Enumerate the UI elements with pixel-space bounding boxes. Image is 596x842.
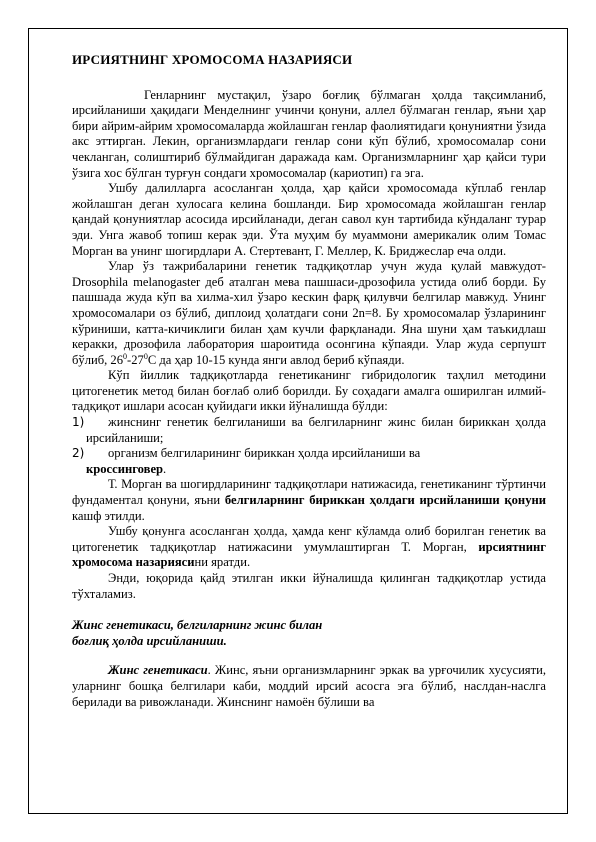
paragraph-7: Энди, юқорида қайд этилган икки йўналишда қилинган тадқиқотлар устида тўхталамиз. (72, 571, 546, 601)
sex-genetics-term: Жинс генетикаси (108, 663, 208, 678)
paragraph-2: Ушбу далилларга асосланган ҳолда, ҳар қайси хромосомада кўплаб генлар жойлашган деган хулосага келина бошланди. Бир хромосомада жойлашган генлар қандай қонуниятлар асосида ирсийланади, деган савол кун тартибида кўндаланг турар эди. Унга жавоб топиш керак эди. Ўта муҳим бу муаммони америкалик олим Томас Морган ва унинг шогирдлари А. Стертевант, Г. Меллер, К. Бриджеслар ечa олди. (72, 181, 546, 258)
section-heading-line-2: боғлиқ ҳолда ирсийланиши. (72, 633, 227, 648)
paragraph-3 (72, 259, 546, 368)
paragraph-4: Кўп йиллик тадқиқотларда генетиканинг гибридологик таҳлил методини цитогенетик метод билан боғлаб олиб борилди. Бу соҳадаги амалга оширилган илмий-тадқиқот ишлари асосан қуйидаги икки йўналишда бўлди: (72, 368, 546, 414)
paragraph-6 (72, 524, 546, 571)
paragraph-5-text-a: Т. Морган ва шогирдларининг тадқиқотлари натижасида, генетиканинг тўртинчи фундаментал қонуни, яъни (72, 477, 546, 508)
list-item-1-text: жинснинг генетик белгиланиши ва белгиларнинг жинс билан бириккан ҳолда ирсийланиши; (86, 415, 546, 445)
list-item-2-end: . (163, 461, 167, 476)
crossingover-term: кроссинговер (86, 461, 164, 476)
paragraph-5-text-b: кашф этилди. (72, 508, 145, 523)
paragraph-3-text-a: Улар ўз тажрибаларини генетик тадқиқотлар учун жуда қулай мавжудот-Drosophila melanogaster деб аталган мева пашшаси-дрозофила устида олиб борди. Бу пашшада жуда кўп ва хилма-хил ўзаро кескин фарқ қилувчи белгилар мавжуд. Унинг хромосомалари оз бўлиб, диплоид ҳолатдаги сони 2n=8. Бу хромосомалар ўзларининг кўриниши, катта-кичиклиги билан ҳам кучли фарқланади. Яна шуни ҳам таъкидлаш керакки, дрозофила лаборатория шароитида осонгина кўпаяди. Улар жуда серпушт бўлиб, 26 (72, 259, 546, 367)
paragraph-3-text-b: -27 (127, 352, 144, 367)
linked-inheritance-law: белгиларнинг бириккан ҳолдаги ирсийланиши қонуни (224, 493, 546, 508)
chromosome-theory-term: ирсиятнинг хромосома назарияси (72, 539, 546, 570)
paragraph-8-text: . Жинс, яъни организмларнинг эркак ва урғочилик хусусияти, уларнинг бошқа белгилари каби, моддий ирсий асосга эга бўлиб, наслдан-наслга берилади ва ривожланади. Жинснинг намоён бўлиши ва (72, 663, 546, 709)
paragraph-6-text-a: Ушбу қонунга асосланган ҳолда, ҳамда кенг кўламда олиб борилган генетик ва цитогенетик тадқиқотлар натижасини умумлаштирган Т. Морган, (72, 524, 546, 554)
list-item-2-text: организм белгиларининг бириккан ҳолда ирсийланиши ва (108, 446, 421, 461)
paragraph-8 (72, 663, 546, 710)
list-number-2: 2) (72, 446, 85, 461)
paragraph-6-text-b: ни яратди. (194, 555, 251, 570)
page-title: ИРСИЯТНИНГ ХРОМОСОМА НАЗАРИЯСИ (72, 52, 353, 67)
paragraph-3-text-c: С да ҳар 10-15 кунда янги авлод бериб кўпаяди. (147, 352, 405, 367)
list-item-1 (72, 415, 546, 446)
section-heading (72, 618, 546, 649)
degree-superscript-1: 0 (123, 351, 128, 361)
list-number-1: 1) (72, 415, 85, 430)
degree-superscript-2: 0 (143, 351, 148, 361)
document-body (72, 52, 546, 710)
list-item-2 (72, 446, 546, 477)
paragraph-1: Генларнинг мустақил, ўзаро боғлиқ бўлмаган ҳолда тақсимланиб, ирсийланиши ҳақидаги Менделнинг учинчи қонуни, аллел бўлмаган генлар, яъни ҳар бири айрим-айрим хромосомаларда жойлашган генлар фаолиятидаги қонуниятни ўзида акс эттирган. Лекин, организмлардаги генлар сони кўп бўлиб, хромосомалар сони чекланган, солиштириб бўлмайдиган даражада кам. Организмларнинг ҳар қайси тури ўзига хос бўлган турғун сондаги хромосомалар (кариотип) га эга. (72, 87, 546, 180)
paragraph-5 (72, 477, 546, 524)
section-heading-line-1: Жинс генетикаси, белгиларнинг жинс билан (72, 618, 323, 633)
